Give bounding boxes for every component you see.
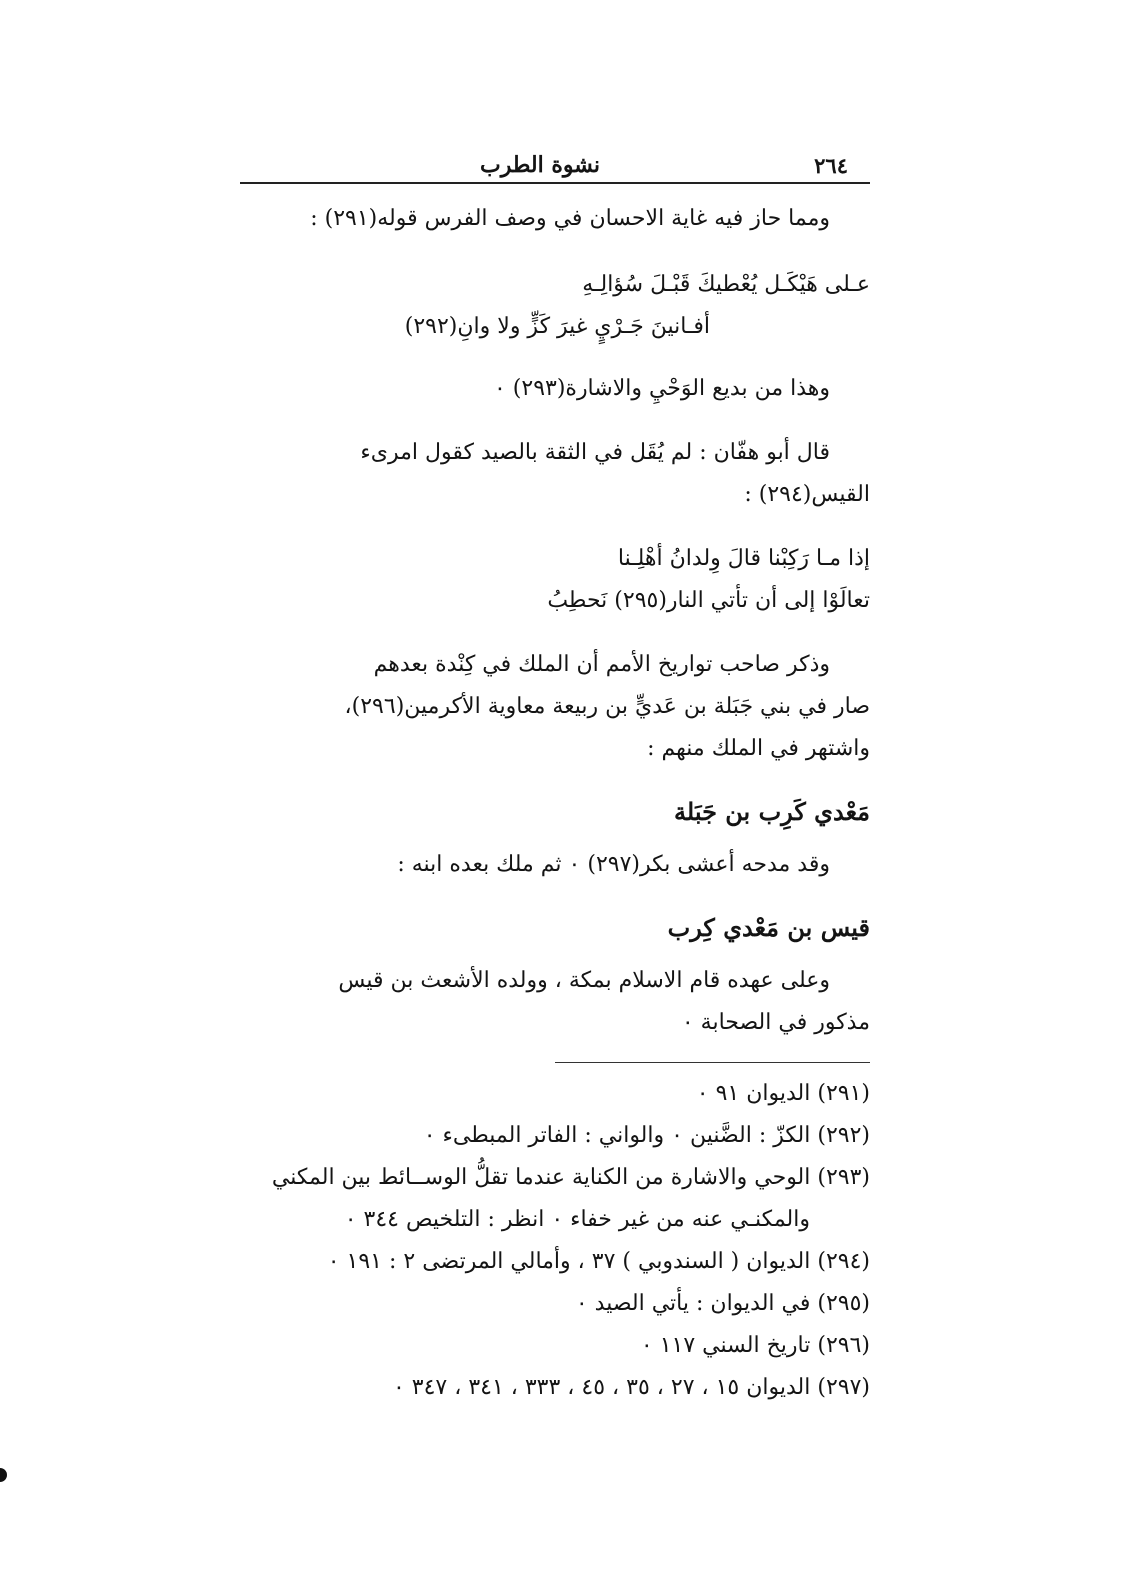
section-heading-madi-karib: مَعْدي كَرِب بن جَبَلة bbox=[674, 797, 870, 826]
paragraph-abu-haffan-line1: قال أبو هفّان : لم يُقَل في الثقة بالصيد كقول امرىء bbox=[360, 440, 830, 465]
footnote-294: (٢٩٤) الديوان ( السندوبي ) ٣٧ ، وأمالي المرتضى ٢ : ١٩١ ٠ bbox=[327, 1249, 870, 1274]
footnote-separator bbox=[555, 1062, 870, 1063]
section-heading-qays: قيس بن مَعْدي كِرب bbox=[667, 913, 870, 942]
running-title: نشوة الطرب bbox=[480, 152, 601, 178]
paragraph-islam-line1: وعلى عهده قام الاسلام بمكة ، وولده الأشعث بن قيس bbox=[338, 968, 830, 993]
paragraph-kinda-line1: وذكر صاحب تواريخ الأمم أن الملك في كِنْدة بعدهم bbox=[373, 652, 830, 677]
paragraph-horse-intro: ومما حاز فيه غاية الاحسان في وصف الفرس قوله(٢٩١) : bbox=[310, 206, 830, 231]
footnote-293: (٢٩٣) الوحي والاشارة من الكناية عندما تقلُّ الوســائط بين المكني bbox=[271, 1165, 870, 1190]
paragraph-kinda-line2: صار في بني جَبَلة بن عَديٍّ بن ربيعة معاوية الأكرمين(٢٩٦)، bbox=[344, 694, 870, 719]
paragraph-asha-bakr: وقد مدحه أعشى بكر(٢٩٧) ٠ ثم ملك بعده ابنه : bbox=[397, 852, 830, 877]
verse-2-first-hemistich: إذا مـا رَكِبْنا قالَ وِلدانُ أهْلِـنا bbox=[617, 546, 870, 571]
verse-2-second-hemistich: تعالَوْا إلى أن تأتي النار(٢٩٥) نَحطِبُ bbox=[547, 588, 870, 613]
footnotes bbox=[240, 1073, 870, 1409]
scan-edge-mark bbox=[0, 1468, 7, 1482]
paragraph-abu-haffan-line2: القيس(٢٩٤) : bbox=[744, 482, 870, 507]
paragraph-wahy: وهذا من بديع الوَحْيِ والاشارة(٢٩٣) ٠ bbox=[493, 376, 830, 401]
footnote-293-continuation: والمكنـي عنه من غير خفاء ٠ انظر : التلخيص ٣٤٤ ٠ bbox=[344, 1207, 810, 1232]
page-number: ٢٦٤ bbox=[814, 153, 848, 178]
footnote-296: (٢٩٦) تاريخ السني ١١٧ ٠ bbox=[640, 1333, 870, 1358]
verse-1-first-hemistich: عـلى هَيْكَـل يُعْطيكَ قَبْـلَ سُؤالِـهِ bbox=[582, 272, 870, 297]
footnote-295: (٢٩٥) في الديوان : يأتي الصيد ٠ bbox=[575, 1291, 870, 1316]
footnote-292: (٢٩٢) الكزّ : الضَّنين ٠ والواني : الفاتر المبطىء ٠ bbox=[423, 1123, 870, 1148]
footnote-297: (٢٩٧) الديوان ١٥ ، ٢٧ ، ٣٥ ، ٤٥ ، ٣٣٣ ، ٣٤١ ، ٣٤٧ ٠ bbox=[392, 1375, 870, 1400]
paragraph-kinda-line3: واشتهر في الملك منهم : bbox=[647, 736, 870, 761]
paragraph-islam-line2: مذكور في الصحابة ٠ bbox=[681, 1010, 870, 1035]
verse-1-second-hemistich: أفـانينَ جَـرْيٍ غيرَ كَزٍّ ولا وانِ(٢٩٢) bbox=[404, 314, 710, 339]
footnote-291: (٢٩١) الديوان ٩١ ٠ bbox=[696, 1081, 870, 1106]
book-page bbox=[240, 140, 870, 1409]
running-header bbox=[240, 140, 870, 184]
